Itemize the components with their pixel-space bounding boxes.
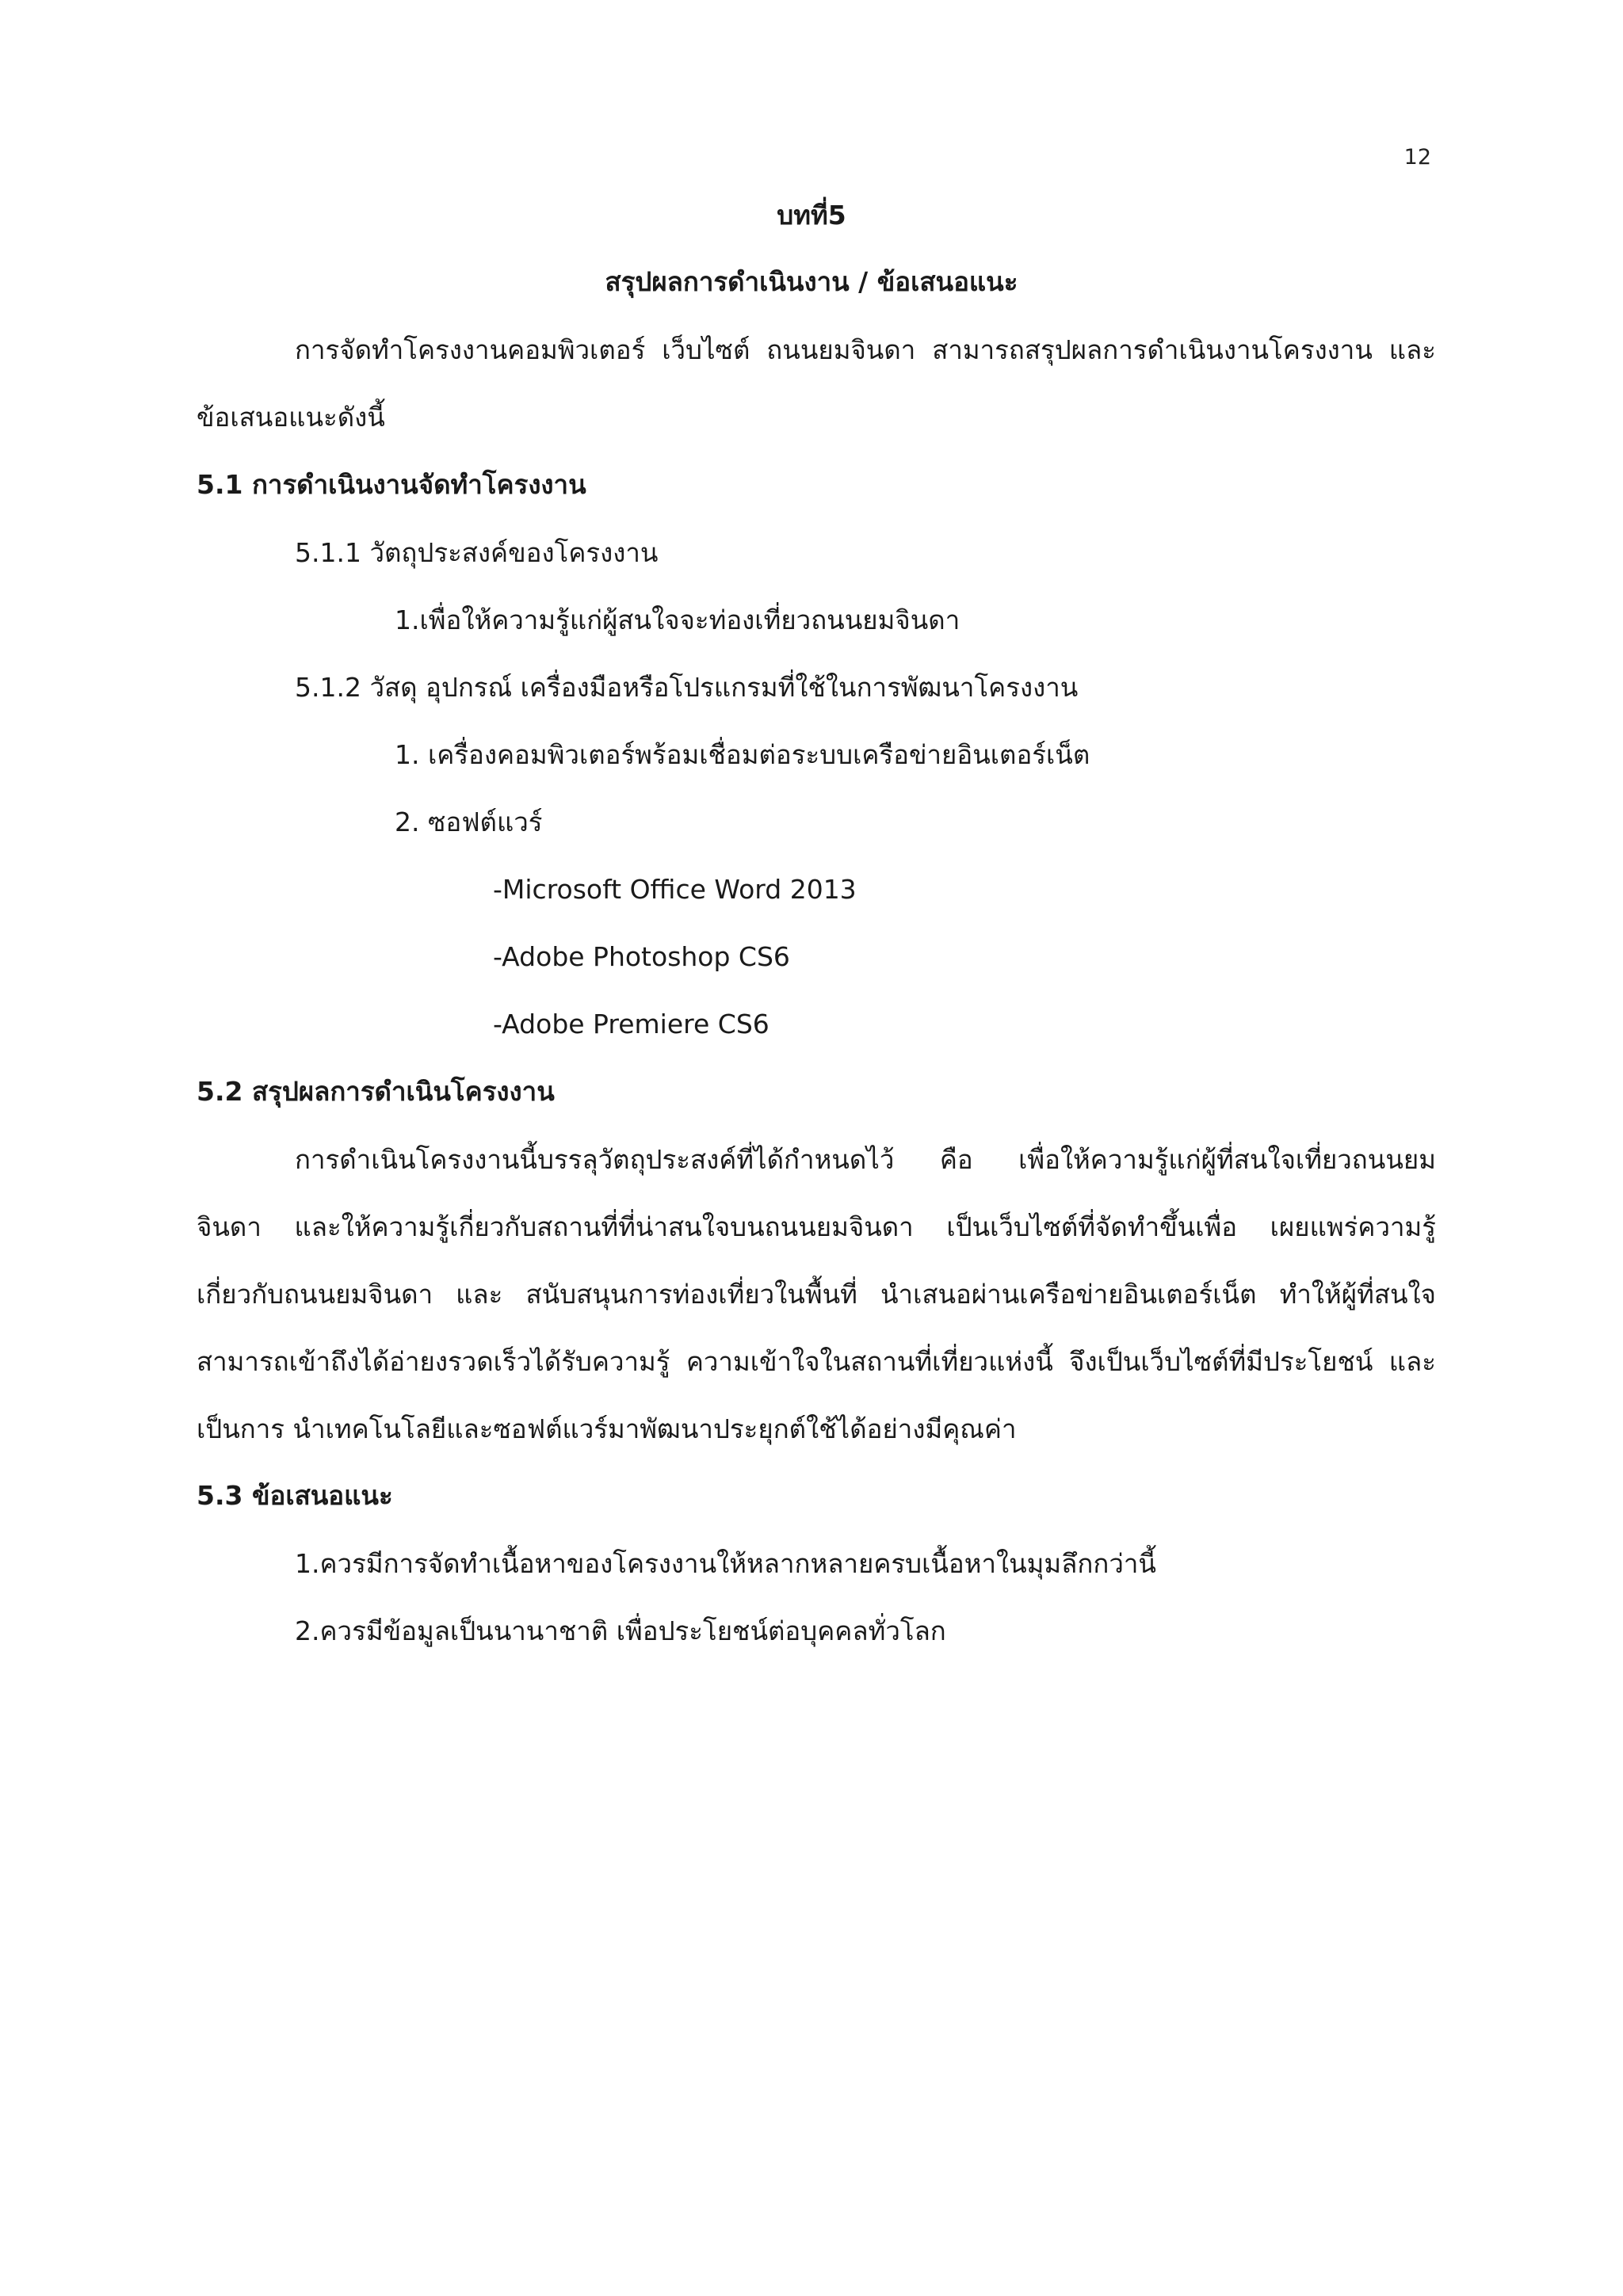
summary-line: จินดา และให้ความรู้เกี่ยวกับสถานที่ที่น่าสนใจบนถนนยมจินดา เป็นเว็บไซต์ที่จัดทำขึ้นเพื่อ เผยแพร่ความรู้ <box>197 1211 1436 1242</box>
suggestion-item: 1.ควรมีการจัดทำเนื้อหาของโครงงานให้หลากหลายครบเนื้อหาในมุมลึกกว่านี้ <box>295 1548 1156 1579</box>
page-number: 12 <box>1403 145 1431 170</box>
intro-line-1: การจัดทำโครงงานคอมพิวเตอร์ เว็บไซต์ ถนนยมจินดา สามารถสรุปผลการดำเนินงานโครงงาน และ <box>295 334 1436 365</box>
equipment-item: 2. ซอฟต์แวร์ <box>395 807 543 837</box>
section-5-1-heading: 5.1 การดำเนินงานจัดทำโครงงาน <box>197 469 586 500</box>
suggestion-item: 2.ควรมีข้อมูลเป็นนานาชาติ เพื่อประโยชน์ต่อบุคคลทั่วโลก <box>295 1615 946 1646</box>
subsection-5-1-2-title: 5.1.2 วัสดุ อุปกรณ์ เครื่องมือหรือโปรแกรมที่ใช้ในการพัฒนาโครงงาน <box>295 672 1079 703</box>
section-5-2-heading: 5.2 สรุปผลการดำเนินโครงงาน <box>197 1076 555 1107</box>
summary-line: สามารถเข้าถึงได้อ่ายงรวดเร็วได้รับความรู้ ความเข้าใจในสถานที่เที่ยวแห่งนี้ จึงเป็นเว็บไซต์ที่มีประโยชน์ และ <box>197 1346 1436 1377</box>
software-item: -Microsoft Office Word 2013 <box>493 874 857 905</box>
equipment-item: 1. เครื่องคอมพิวเตอร์พร้อมเชื่อมต่อระบบเครือข่ายอินเตอร์เน็ต <box>395 739 1090 770</box>
intro-line-2: ข้อเสนอแนะดังนี้ <box>197 402 385 433</box>
chapter-title: สรุปผลการดำเนินงาน / ข้อเสนอแนะ <box>605 266 1018 297</box>
summary-line: เป็นการ นำเทคโนโลยีและซอฟต์แวร์มาพัฒนาประยุกต์ใช้ได้อย่างมีคุณค่า <box>197 1413 1017 1444</box>
chapter-label: บทที่5 <box>777 200 846 231</box>
summary-line: การดำเนินโครงงานนี้บรรลุวัตถุประสงค์ที่ได้กำหนดไว้ คือ เพื่อให้ความรู้แก่ผู้ที่สนใจเที่ยวถนนยม <box>295 1144 1436 1175</box>
summary-line: เกี่ยวกับถนนยมจินดา และ สนับสนุนการท่องเที่ยวในพื้นที่ นำเสนอผ่านเครือข่ายอินเตอร์เน็ต ทำให้ผู้ที่สนใจ <box>197 1279 1436 1310</box>
section-5-3-heading: 5.3 ข้อเสนอแนะ <box>197 1480 393 1511</box>
subsection-5-1-1-title: 5.1.1 วัตถุประสงค์ของโครงงาน <box>295 537 659 568</box>
software-item: -Adobe Photoshop CS6 <box>493 941 790 972</box>
software-item: -Adobe Premiere CS6 <box>493 1009 769 1039</box>
objective-item: 1.เพื่อให้ความรู้แก่ผู้สนใจจะท่องเที่ยวถนนยมจินดา <box>395 605 960 635</box>
